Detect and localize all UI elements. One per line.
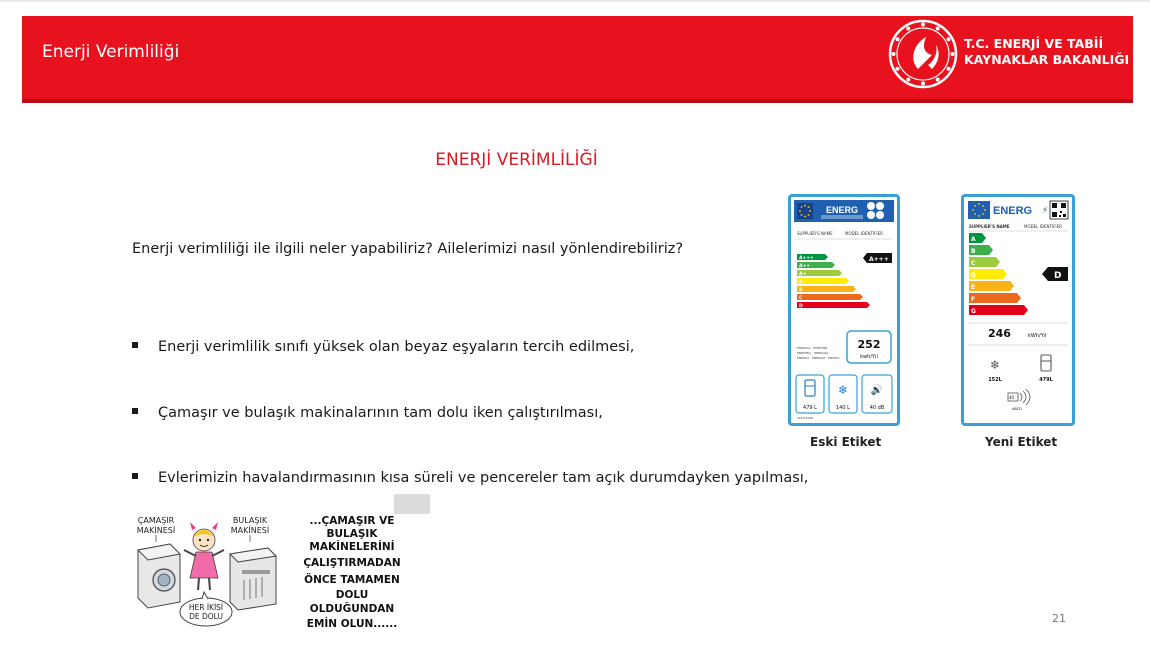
new-label-kwh-value: 246 <box>988 327 1011 340</box>
girl-character-icon <box>184 522 224 590</box>
new-label-brand: ENERG <box>993 205 1033 217</box>
top-border <box>0 0 1150 2</box>
bullet-text: Çamaşır ve bulaşık makinalarının tam dolu iken çalıştırılması, <box>158 405 603 421</box>
ministry-line-2: KAYNAKLAR BAKANLIĞI <box>964 52 1130 67</box>
new-label-noise-value: 40 <box>1009 395 1015 400</box>
old-class-7: D <box>799 304 803 309</box>
warning-line-1: ...ÇAMAŞIR VE <box>309 515 395 527</box>
old-class-2: A++ <box>799 264 811 269</box>
new-class-3: C <box>971 260 976 267</box>
question-text: Enerji verimliliği ile ilgili neler yapabiliriz? Ailelerimizi nasıl yönlendirebiliriz? <box>132 241 684 257</box>
old-label-freezer-vol: 140 L <box>836 405 850 411</box>
snowflake-icon: ❄ <box>989 358 1001 372</box>
old-label-rating: A+++ <box>869 256 889 263</box>
bubble-line-1: HER İKİSİ <box>188 603 224 612</box>
warning-line-3: MAKİNELERİNİ <box>309 541 395 553</box>
fridge-icon <box>1041 355 1051 371</box>
old-class-4: A <box>799 280 803 285</box>
new-class-6: F <box>971 296 976 303</box>
warning-line-2: BULAŞIK <box>326 528 378 540</box>
old-class-5: B <box>799 288 803 293</box>
cartoon-warning-text <box>290 494 430 636</box>
bubble-line-2: DE DOLU <box>189 612 223 621</box>
new-label-class-bars <box>969 233 1028 315</box>
old-label-small-1: ENERGIA · ЕНЕРГИЯ <box>797 346 828 350</box>
snowflake-icon: ❄ <box>837 383 849 397</box>
old-label-regulation: 2010/1060 <box>797 416 814 420</box>
old-label-noise: 40 dB <box>869 405 885 411</box>
cartoon-label-dishwasher-2: MAKİNESİ <box>230 526 270 535</box>
old-label-graphic <box>791 197 897 423</box>
header-shadow <box>22 99 1133 103</box>
slide-number: 21 <box>1052 612 1066 625</box>
cartoon-label-washer-2: MAKİNESİ <box>136 526 176 535</box>
header-title: Enerji Verimliliği <box>42 42 180 62</box>
ministry-emblem-icon <box>888 19 958 89</box>
warning-line-4: ÇALIŞTIRMADAN <box>303 557 401 569</box>
ministry-line-1: T.C. ENERJİ VE TABİİ <box>964 36 1104 51</box>
new-label-kwh-unit: kWh/Yıl <box>1028 333 1047 339</box>
cartoon-girl-machines <box>134 510 280 634</box>
new-label-fridge-vol: 479L <box>1039 377 1053 383</box>
qr-code-icon <box>1050 201 1068 219</box>
bullet-item <box>132 470 808 486</box>
new-class-1: A <box>971 236 976 243</box>
ministry-name <box>964 36 1129 68</box>
dishwasher-icon <box>230 548 276 610</box>
old-class-3: A+ <box>799 272 807 277</box>
old-label-class-bars <box>797 254 870 308</box>
old-label-kwh-unit: kwh/Yıl <box>860 354 878 360</box>
page-title: ENERJİ VERİMLİLİĞİ <box>435 150 598 170</box>
new-label-model: MODEL IDENTIFIER <box>1024 224 1062 229</box>
old-label-brand: ENERG <box>826 205 859 215</box>
old-label-small-3: ENERGY · ENERGIE · ENERGI <box>797 356 840 360</box>
lightning-icon: ⚡ <box>1042 206 1049 216</box>
cartoon-label-washer-1: ÇAMAŞIR <box>137 516 175 525</box>
warning-line-8: EMİN OLUN...... <box>306 618 398 630</box>
old-label-model: MODEL IDENTIFIER <box>845 231 883 236</box>
old-class-6: C <box>799 296 803 301</box>
new-class-2: B <box>971 248 976 255</box>
new-class-5: E <box>971 284 976 291</box>
new-label-noise-class: ABCD <box>1012 407 1022 411</box>
new-label-rating: D <box>1054 271 1062 281</box>
new-class-4: D <box>971 272 976 279</box>
speaker-icon: 🔊 <box>870 385 884 396</box>
washing-machine-icon <box>138 544 180 608</box>
new-energy-label <box>961 194 1075 426</box>
bullet-marker <box>132 408 138 414</box>
old-class-1: A+++ <box>799 256 814 261</box>
old-label-caption: Eski Etiket <box>810 435 882 449</box>
bullet-marker <box>132 342 138 348</box>
bullet-marker <box>132 473 138 479</box>
old-label-supplier: SUPPLIER'S NAME <box>797 231 833 236</box>
warning-line-5: ÖNCE TAMAMEN <box>304 574 400 586</box>
old-label-small-2: ΕΝΕΡΓΕΙΑ · ENERGIJA <box>797 351 829 355</box>
warning-line-7: OLDUĞUNDAN <box>309 603 395 615</box>
bullet-item <box>132 405 603 421</box>
new-class-7: G <box>971 308 976 315</box>
old-label-fridge-vol: 479 L <box>803 405 817 411</box>
bullet-item <box>132 339 634 355</box>
new-label-graphic <box>964 197 1072 423</box>
new-label-caption: Yeni Etiket <box>985 435 1058 449</box>
bullet-text: Evlerimizin havalandırmasının kısa süreli ve pencereler tam açık durumdayken yapılması, <box>158 470 809 486</box>
new-label-freezer-vol: 152L <box>988 377 1002 383</box>
old-energy-label <box>788 194 900 426</box>
bullet-text: Enerji verimlilik sınıfı yüksek olan beyaz eşyaların tercih edilmesi, <box>158 339 635 355</box>
new-label-supplier: SUPPLIER'S NAME <box>969 224 1010 229</box>
warning-line-6: DOLU <box>335 589 369 601</box>
old-label-kwh-value: 252 <box>857 338 881 351</box>
cartoon-label-dishwasher-1: BULAŞIK <box>232 516 268 525</box>
